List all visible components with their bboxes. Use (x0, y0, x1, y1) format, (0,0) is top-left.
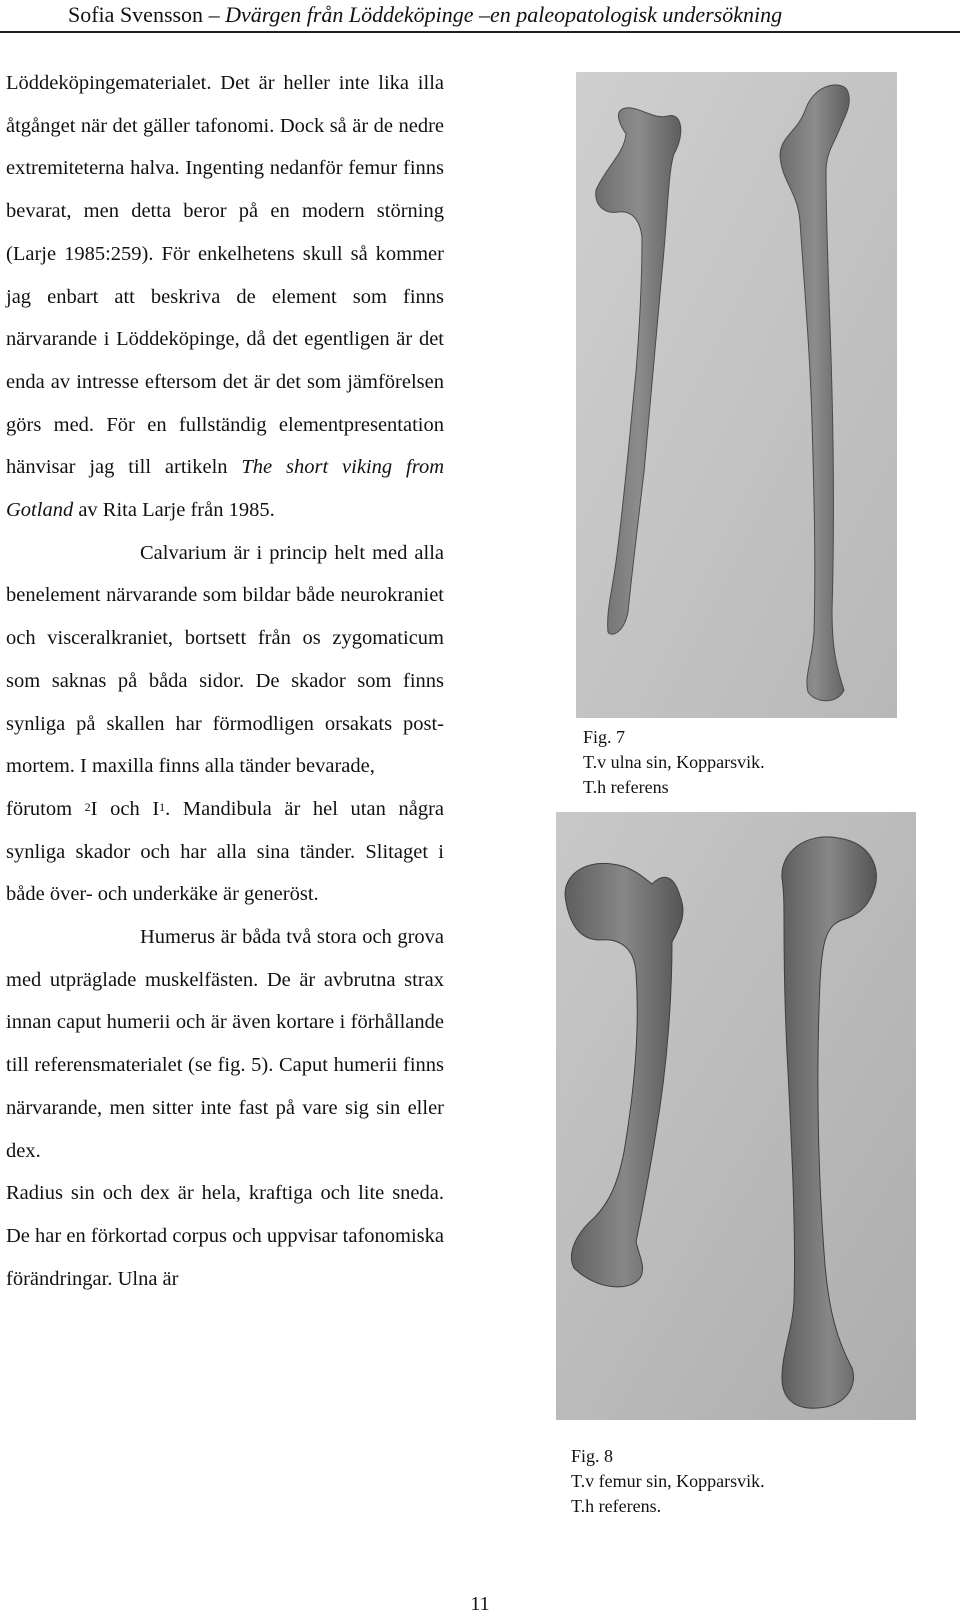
figure-label: Fig. 8 (571, 1446, 614, 1466)
header-rule (0, 31, 960, 33)
figure-8-caption (571, 1444, 765, 1519)
header-author: Sofia Svensson (68, 2, 204, 27)
superscript-1: 2 (84, 799, 91, 814)
ulna-photo (576, 72, 897, 718)
header-separator: – (208, 2, 220, 27)
running-head (68, 2, 782, 28)
paragraph-5: Radius sin och dex är hela, kraftiga och lite sneda. De har en förkortad corpus och uppvisar tafonomiska förändringar. Ulna är (6, 1182, 444, 1290)
figure-caption-line: T.h referens. (571, 1496, 662, 1516)
body-text (6, 62, 444, 1300)
femur-photo (556, 812, 916, 1420)
figure-7-caption (583, 725, 765, 800)
article-title: The short viking from Gotland (6, 456, 444, 522)
paragraph-1 (6, 62, 444, 532)
paragraph-2: Calvarium är i princip helt med alla benelement närvarande som bildar både neurokraniet och visceralkraniet, bortsett från os zygomaticum som saknas på båda sidor. De skador som finns synliga på skallen har förmodligen orsakats post-mortem. I maxilla finns alla tänder bevarade, (6, 541, 444, 778)
page-header (0, 0, 960, 32)
figure-caption-line: T.v femur sin, Kopparsvik. (571, 1471, 765, 1491)
page-number: 11 (470, 1593, 490, 1615)
paragraph-3-text-b: I och I (90, 797, 160, 820)
paragraph-3-text: förutom (6, 797, 85, 820)
paragraph-3 (6, 788, 444, 916)
superscript-2: 1 (159, 799, 166, 814)
paragraph-3-tail: . Mandibula är hel utan några synliga skador och har alla sina tänder. Slitaget i både över- och underkäke är generöst. (6, 797, 444, 906)
paragraph-1-tail: av Rita Larje från 1985. (73, 499, 275, 522)
figure-caption-line: T.h referens (583, 777, 669, 797)
figure-caption-line: T.v ulna sin, Kopparsvik. (583, 752, 765, 772)
paragraph-4: Humerus är båda två stora och grova med utpräglade muskelfästen. De är avbrutna strax innan caput humerii och är även kortare i förhållande till referensmaterialet (se fig. 5). Caput humerii finns närvarande, men sitter inte fast på vare sig sin eller dex. (6, 926, 444, 1162)
figure-label: Fig. 7 (583, 727, 626, 747)
header-title: Dvärgen från Löddeköpinge –en paleopatologisk undersökning (225, 2, 783, 27)
paragraph-1-text: Löddeköpingematerialet. Det är heller inte lika illa åtgånget när det gäller tafonomi. Dock så är de nedre extremiteterna halva. Ingenting nedanför femur finns bevarat, men detta beror på en modern störning (Larje 1985:259). För enkelhetens skull så kommer jag enbart att beskriva de element som finns närvarande i Löddeköpinge, då det egentligen är det enda av intresse eftersom det är det som jämförelsen görs med. För en fullständig elementpresentation hänvisar jag till artikeln (6, 72, 444, 479)
